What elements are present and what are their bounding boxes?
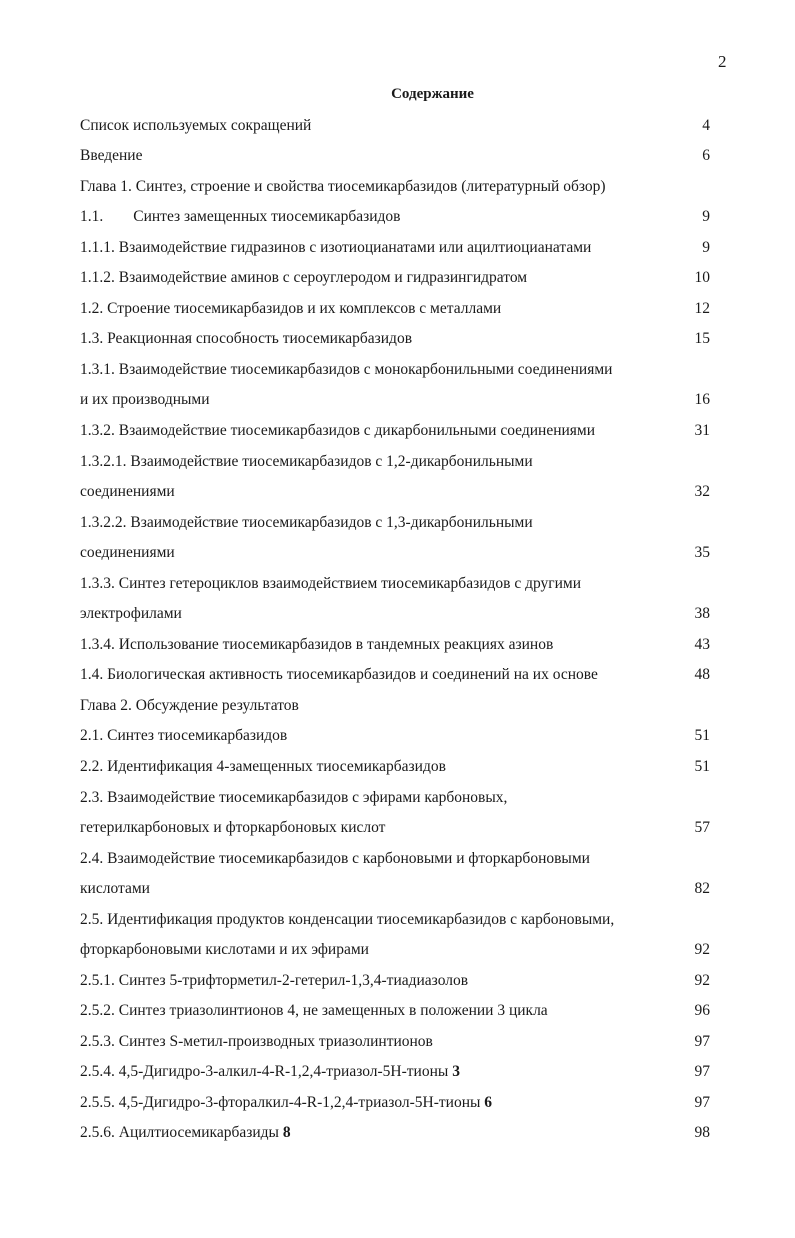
toc-entry-page: 51 — [694, 727, 710, 744]
toc-entry-text — [80, 116, 311, 136]
toc-entry-title: 2.1. Синтез тиосемикарбазидов — [80, 727, 288, 744]
page-number: 2 — [718, 52, 727, 71]
toc-entry-title: соединениями — [80, 544, 175, 561]
toc-entry-text — [80, 696, 299, 716]
toc-entry-title: Глава 2. Обсуждение результатов — [80, 697, 299, 714]
toc-entry-page: 38 — [694, 605, 710, 622]
toc-entry-title: 2.5.3. Синтез S-метил-производных триазолинтионов — [80, 1033, 433, 1050]
toc-entry-text — [80, 452, 533, 472]
toc-entry-page: 43 — [694, 636, 710, 653]
toc-entry-title: 1.3.1. Взаимодействие тиосемикарбазидов с монокарбонильными соединениями — [80, 361, 613, 378]
compound-number: 6 — [484, 1094, 493, 1111]
toc-entry-title: 1.3.3. Синтез гетероциклов взаимодействием тиосемикарбазидов с другими — [80, 575, 582, 592]
toc-entry-title: гетерилкарбоновых и фторкарбоновых кислот — [80, 819, 386, 836]
toc-entry-page: 10 — [694, 269, 710, 286]
toc-entry-page: 92 — [694, 972, 710, 989]
toc-entry-page: 35 — [694, 544, 710, 561]
toc-entry-title: 2.5.4. 4,5-Дигидро-3-алкил-4-R-1,2,4-триазол-5Н-тионы — [80, 1063, 449, 1080]
toc-entry-title: 1.4. Биологическая активность тиосемикарбазидов и соединений на их основе — [80, 666, 598, 683]
toc-entry-page: 48 — [694, 666, 710, 683]
toc-entry-text — [80, 146, 142, 166]
toc-entry-text — [80, 635, 553, 655]
toc-entry-title: Глава 1. Синтез, строение и свойства тиосемикарбазидов (литературный обзор) — [80, 178, 606, 195]
toc-entry-text — [80, 329, 412, 349]
toc-entry-text — [80, 268, 527, 288]
toc-entry-page: 4 — [702, 117, 710, 134]
toc-entry-page: 57 — [694, 819, 710, 836]
toc-entry-text — [80, 574, 581, 594]
toc-entry-title: 2.2. Идентификация 4-замещенных тиосемикарбазидов — [80, 758, 446, 775]
toc-entry-page: 98 — [694, 1124, 710, 1141]
toc-entry-title: 2.5.6. Ацилтиосемикарбазиды — [80, 1124, 279, 1141]
toc-entry-title: электрофилами — [80, 605, 182, 622]
toc-entry-title: 1.1.2. Взаимодействие аминов с сероуглеродом и гидразингидратом — [80, 269, 528, 286]
toc-entry-text — [80, 482, 175, 502]
toc-entry-text — [80, 513, 533, 533]
toc-entry-title: 1.3.2. Взаимодействие тиосемикарбазидов с дикарбонильными соединениями — [80, 422, 596, 439]
toc-entry-page: 97 — [694, 1033, 710, 1050]
toc-entry-text — [80, 757, 446, 777]
toc-entry-text — [80, 207, 400, 227]
toc-entry-text — [80, 238, 591, 258]
toc-entry-page: 32 — [694, 483, 710, 500]
toc-entry-text — [80, 879, 150, 899]
toc-entry-page: 9 — [702, 239, 710, 256]
toc-entry-text — [80, 971, 468, 991]
toc-entry-text — [80, 360, 612, 380]
toc-entry-text — [80, 1093, 492, 1113]
toc-entry-title: Синтез замещенных тиосемикарбазидов — [133, 208, 401, 225]
toc-entry-title: 1.3.2.1. Взаимодействие тиосемикарбазидов с 1,2-дикарбонильными — [80, 453, 533, 470]
toc-entry-number: 1.1. — [80, 208, 104, 225]
toc-entry-title: 2.5.1. Синтез 5-трифторметил-2-гетерил-1,3,4-тиадиазолов — [80, 972, 469, 989]
toc-entry-title: кислотами — [80, 880, 150, 897]
toc-entry-text — [80, 665, 598, 685]
toc-entry-title: 1.3.4. Использование тиосемикарбазидов в тандемных реакциях азинов — [80, 636, 554, 653]
toc-entry-title: Список используемых сокращений — [80, 117, 312, 134]
toc-entry-text — [80, 910, 614, 930]
toc-entry-title: 2.3. Взаимодействие тиосемикарбазидов с эфирами карбоновых, — [80, 789, 508, 806]
toc-entry-text — [80, 1062, 460, 1082]
toc-entry-title: Введение — [80, 147, 143, 164]
toc-entry-text — [80, 1032, 433, 1052]
toc-entry-page: 82 — [694, 880, 710, 897]
toc-entry-text — [80, 1123, 291, 1143]
toc-entry-page: 6 — [702, 147, 710, 164]
toc-entry-page: 97 — [694, 1094, 710, 1111]
toc-entry-text — [80, 604, 182, 624]
toc-entry-page: 97 — [694, 1063, 710, 1080]
toc-entry-title: 1.3. Реакционная способность тиосемикарбазидов — [80, 330, 413, 347]
toc-entry-title: 1.2. Строение тиосемикарбазидов и их комплексов с металлами — [80, 300, 502, 317]
toc-entry-title: 2.5.5. 4,5-Дигидро-3-фторалкил-4-R-1,2,4-триазол-5Н-тионы — [80, 1094, 481, 1111]
toc-entry-text — [80, 818, 385, 838]
toc-title: Содержание — [391, 86, 474, 102]
toc-entry-text — [80, 390, 210, 410]
toc-entry-text — [80, 849, 590, 869]
toc-entry-title: 2.5. Идентификация продуктов конденсации тиосемикарбазидов с карбоновыми, — [80, 911, 615, 928]
toc-entry-page: 51 — [694, 758, 710, 775]
toc-entry-title: 1.1.1. Взаимодействие гидразинов с изотиоцианатами или ацилтиоцианатами — [80, 239, 592, 256]
toc-entry-page: 9 — [702, 208, 710, 225]
toc-entry-page: 92 — [694, 941, 710, 958]
compound-number: 8 — [282, 1124, 291, 1141]
toc-entry-text — [80, 177, 606, 197]
toc-entry-page: 16 — [694, 391, 710, 408]
toc-entry-title: фторкарбоновыми кислотами и их эфирами — [80, 941, 369, 958]
toc-entry-page: 12 — [694, 300, 710, 317]
toc-entry-text — [80, 940, 369, 960]
toc-entry-page: 31 — [694, 422, 710, 439]
toc-entry-text — [80, 421, 595, 441]
toc-entry-title: 2.5.2. Синтез триазолинтионов 4, не замещенных в положении 3 цикла — [80, 1002, 548, 1019]
toc-entry-text — [80, 726, 287, 746]
toc-entry-text — [80, 299, 501, 319]
toc-entry-text — [80, 543, 175, 563]
toc-entry-text — [80, 788, 507, 808]
toc-entry-title: 1.3.2.2. Взаимодействие тиосемикарбазидов с 1,3-дикарбонильными — [80, 514, 533, 531]
compound-number: 3 — [452, 1063, 460, 1080]
toc-entry-page: 96 — [694, 1002, 710, 1019]
toc-entry-page: 15 — [694, 330, 710, 347]
toc-entry-title: и их производными — [80, 391, 210, 408]
toc-entry-text — [80, 1001, 548, 1021]
toc-entry-title: соединениями — [80, 483, 175, 500]
toc-entry-title: 2.4. Взаимодействие тиосемикарбазидов с карбоновыми и фторкарбоновыми — [80, 850, 590, 867]
